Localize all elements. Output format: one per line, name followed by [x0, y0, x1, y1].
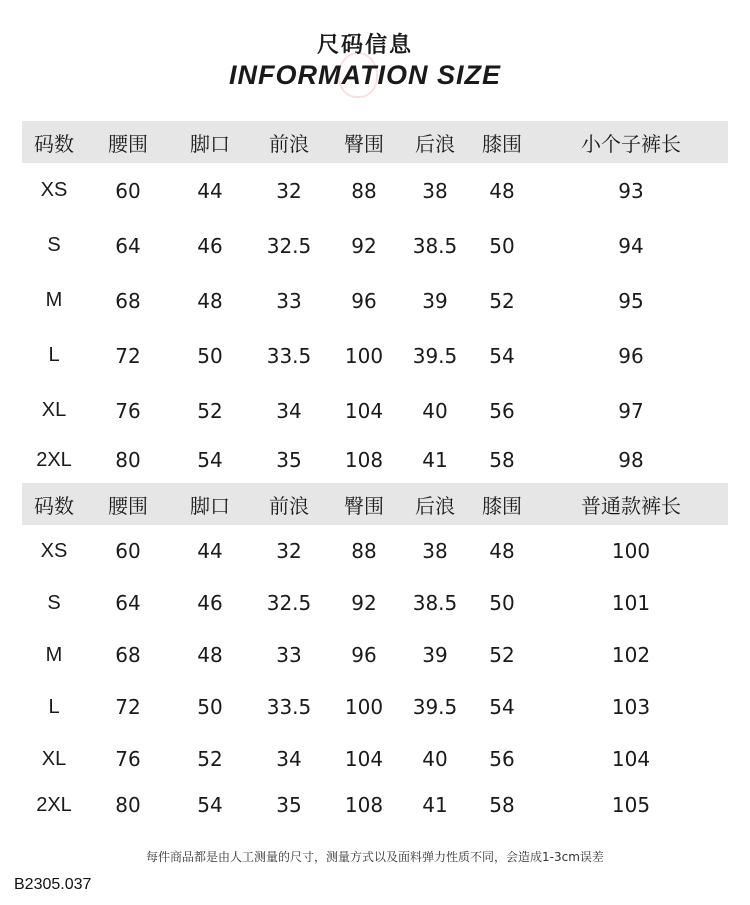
table-cell: 44 [197, 178, 223, 203]
table-cell: 108 [344, 448, 384, 472]
table-row [22, 629, 728, 681]
table-cell: 50 [197, 343, 223, 368]
table-cell: 94 [618, 233, 644, 258]
table-cell: 80 [115, 793, 141, 817]
table-cell: 54 [489, 695, 515, 719]
column-header: 膝围 [470, 483, 534, 525]
column-header: 腰围 [86, 121, 170, 163]
table-cell: 93 [618, 178, 644, 203]
column-header: 小个子裤长 [534, 121, 728, 163]
table-cell: 104 [344, 398, 384, 423]
table-cell: 92 [351, 233, 377, 258]
table-cell: 35 [276, 793, 302, 817]
table-row [22, 218, 728, 273]
table-cell: 100 [344, 343, 384, 368]
column-header: 码数 [22, 121, 86, 163]
size-label: S [47, 234, 61, 256]
table-row [22, 733, 728, 785]
table-cell: 33.5 [266, 343, 312, 368]
table-cell: 58 [489, 793, 515, 817]
column-header: 后浪 [400, 121, 470, 163]
page-title-en: INFORMATION SIZE [229, 60, 501, 90]
table-cell: 39.5 [412, 695, 458, 719]
size-table-regular [22, 483, 728, 825]
table-cell: 33.5 [266, 695, 312, 719]
table-row [22, 785, 728, 825]
table-cell: 98 [618, 448, 644, 472]
table-row [22, 577, 728, 629]
table-cell: 72 [115, 695, 141, 719]
table-cell: 100 [344, 695, 384, 719]
table-cell: 80 [115, 448, 141, 472]
table-cell: 54 [489, 343, 515, 368]
table-cell: 105 [611, 793, 651, 817]
table-cell: 32 [276, 178, 302, 203]
table-cell: 32.5 [266, 591, 312, 615]
table-cell: 52 [489, 288, 515, 313]
table-cell: 72 [115, 343, 141, 368]
table-cell: 56 [489, 398, 515, 423]
table-cell: 102 [611, 643, 651, 667]
table-cell: 50 [489, 233, 515, 258]
table-cell: 50 [489, 591, 515, 615]
table-cell: 103 [611, 695, 651, 719]
table-cell: 92 [351, 591, 377, 615]
product-code: B2305.037 [14, 876, 92, 893]
table-cell: 39 [422, 643, 448, 667]
table-cell: 41 [422, 793, 448, 817]
table-row [22, 273, 728, 328]
table-cell: 104 [344, 747, 384, 771]
table-cell: 40 [422, 398, 448, 423]
table-cell: 35 [276, 448, 302, 472]
table-cell: 52 [197, 747, 223, 771]
table-cell: 104 [611, 747, 651, 771]
table-row [22, 383, 728, 438]
column-header: 脚口 [170, 483, 250, 525]
table-cell: 32 [276, 539, 302, 563]
table-cell: 97 [618, 398, 644, 423]
table-cell: 68 [115, 288, 141, 313]
size-label: XL [41, 399, 67, 421]
table-cell: 100 [611, 539, 651, 563]
table-cell: 38 [422, 178, 448, 203]
table-cell: 56 [489, 747, 515, 771]
table-cell: 50 [197, 695, 223, 719]
column-header: 脚口 [170, 121, 250, 163]
column-header: 前浪 [250, 121, 328, 163]
table-cell: 101 [611, 591, 651, 615]
table-cell: 34 [276, 747, 302, 771]
column-header: 腰围 [86, 483, 170, 525]
table-cell: 96 [351, 288, 377, 313]
table-cell: 96 [618, 343, 644, 368]
table-header-row [22, 483, 728, 525]
table-row [22, 328, 728, 383]
size-label: XS [40, 179, 68, 201]
table-row [22, 525, 728, 577]
table-cell: 64 [115, 591, 141, 615]
size-label: S [47, 591, 61, 614]
table-cell: 54 [197, 448, 223, 472]
table-cell: 39 [422, 288, 448, 313]
table-cell: 32.5 [266, 233, 312, 258]
table-cell: 38.5 [412, 591, 458, 615]
size-label: 2XL [36, 793, 72, 816]
size-label: XL [41, 747, 67, 770]
table-cell: 40 [422, 747, 448, 771]
table-cell: 88 [351, 539, 377, 563]
table-cell: 41 [422, 448, 448, 472]
size-label: XS [40, 539, 68, 562]
table-cell: 76 [115, 747, 141, 771]
table-cell: 108 [344, 793, 384, 817]
column-header: 臀围 [328, 121, 400, 163]
column-header: 码数 [22, 483, 86, 525]
table-cell: 68 [115, 643, 141, 667]
table-cell: 64 [115, 233, 141, 258]
table-cell: 52 [197, 398, 223, 423]
table-cell: 95 [618, 288, 644, 313]
size-label: M [45, 643, 63, 666]
table-cell: 38.5 [412, 233, 458, 258]
size-table-petite [22, 121, 728, 482]
table-cell: 33 [276, 643, 302, 667]
column-header: 膝围 [470, 121, 534, 163]
table-row [22, 681, 728, 733]
column-header: 臀围 [328, 483, 400, 525]
column-header: 后浪 [400, 483, 470, 525]
column-header: 前浪 [250, 483, 328, 525]
size-label: 2XL [36, 448, 72, 471]
column-header: 普通款裤长 [534, 483, 728, 525]
table-cell: 96 [351, 643, 377, 667]
table-cell: 48 [489, 178, 515, 203]
table-row [22, 438, 728, 482]
table-cell: 60 [115, 539, 141, 563]
size-label: M [45, 289, 63, 311]
table-cell: 39.5 [412, 343, 458, 368]
table-cell: 34 [276, 398, 302, 423]
table-cell: 88 [351, 178, 377, 203]
table-cell: 58 [489, 448, 515, 472]
table-cell: 44 [197, 539, 223, 563]
table-cell: 48 [197, 643, 223, 667]
table-header-row [22, 121, 728, 163]
table-cell: 48 [489, 539, 515, 563]
table-cell: 38 [422, 539, 448, 563]
page-title-cn: 尺码信息 [316, 33, 413, 58]
size-label: L [48, 695, 60, 718]
table-cell: 52 [489, 643, 515, 667]
table-cell: 48 [197, 288, 223, 313]
size-label: L [48, 344, 60, 366]
table-cell: 76 [115, 398, 141, 423]
table-cell: 46 [197, 591, 223, 615]
table-cell: 54 [197, 793, 223, 817]
table-cell: 46 [197, 233, 223, 258]
measurement-footnote: 每件商品都是由人工测量的尺寸，测量方式以及面料弹力性质不同，会造成1-3cm误差 [146, 850, 604, 864]
table-cell: 60 [115, 178, 141, 203]
table-row [22, 163, 728, 218]
table-cell: 33 [276, 288, 302, 313]
